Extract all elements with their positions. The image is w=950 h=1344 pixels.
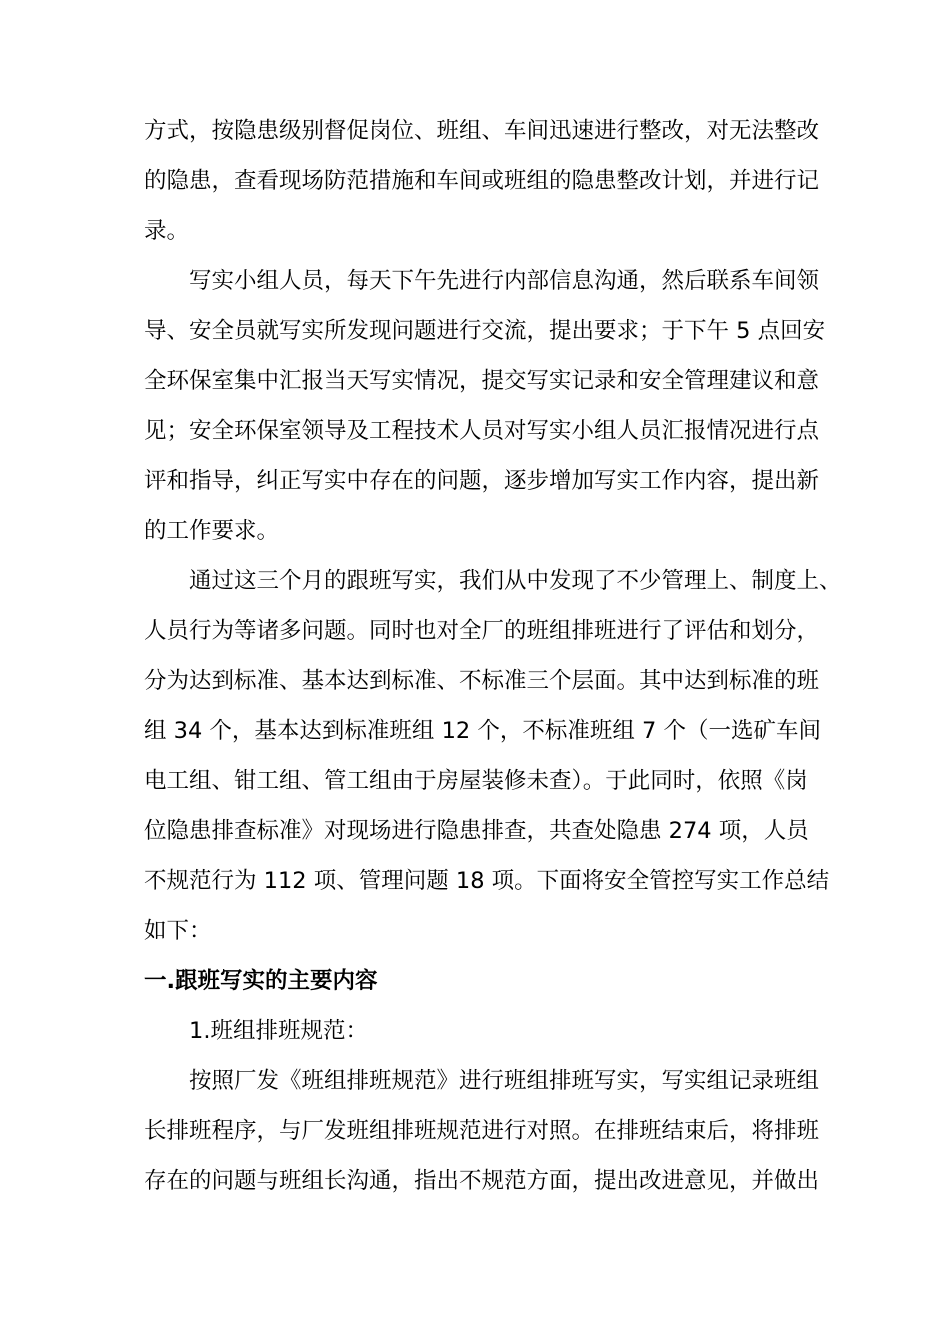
text-line: 写实小组人员，每天下午先进行内部信息沟通，然后联系车间领 [189,268,820,294]
text-line: 见；安全环保室领导及工程技术人员对写实小组人员汇报情况进行点 [144,418,820,444]
text-line: 分为达到标准、基本达到标准、不标准三个层面。其中达到标准的班 [144,668,820,694]
section-heading: 一.跟班写实的主要内容 [144,968,378,994]
paragraph-4 [144,1056,820,1206]
text-line: 不规范行为 112 项、管理问题 18 项。下面将安全管控写实工作总结 [144,868,830,894]
text-line: 按照厂发《班组排班规范》进行班组排班写实，写实组记录班组 [189,1068,820,1094]
text-line: 电工组、钳工组、管工组由于房屋装修未查）。于此同时，依照《岗 [144,768,808,794]
text-line: 如下： [144,918,212,944]
text-line: 录。 [144,218,190,244]
text-line: 通过这三个月的跟班写实，我们从中发现了不少管理上、制度上、 [189,568,842,594]
text-line: 的隐患，查看现场防范措施和车间或班组的隐患整改计划，并进行记 [144,168,820,194]
subsection-heading: 1.班组排班规范： [189,1018,368,1044]
text-line: 人员行为等诸多问题。同时也对全厂的班组排班进行了评估和划分， [144,618,820,644]
text-line: 组 34 个，基本达到标准班组 12 个，不标准班组 7 个（一选矿车间 [144,718,821,744]
text-line: 评和指导，纠正写实中存在的问题，逐步增加写实工作内容，提出新 [144,468,820,494]
text-line: 导、安全员就写实所发现问题进行交流，提出要求；于下午 5 点回安 [144,318,826,344]
body-text [144,106,842,1206]
text-line: 位隐患排查标准》对现场进行隐患排查，共查处隐患 274 项，人员 [144,818,809,844]
text-line: 全环保室集中汇报当天写实情况，提交写实记录和安全管理建议和意 [144,368,820,394]
text-line: 长排班程序，与厂发班组排班规范进行对照。在排班结束后，将排班 [144,1118,820,1144]
text-line: 的工作要求。 [144,518,280,544]
paragraph-3 [144,556,842,956]
paragraph-1 [144,106,820,256]
paragraph-2 [144,256,826,556]
text-line: 存在的问题与班组长沟通，指出不规范方面，提出改进意见，并做出 [144,1168,820,1194]
text-line: 方式，按隐患级别督促岗位、班组、车间迅速进行整改，对无法整改 [144,118,820,144]
